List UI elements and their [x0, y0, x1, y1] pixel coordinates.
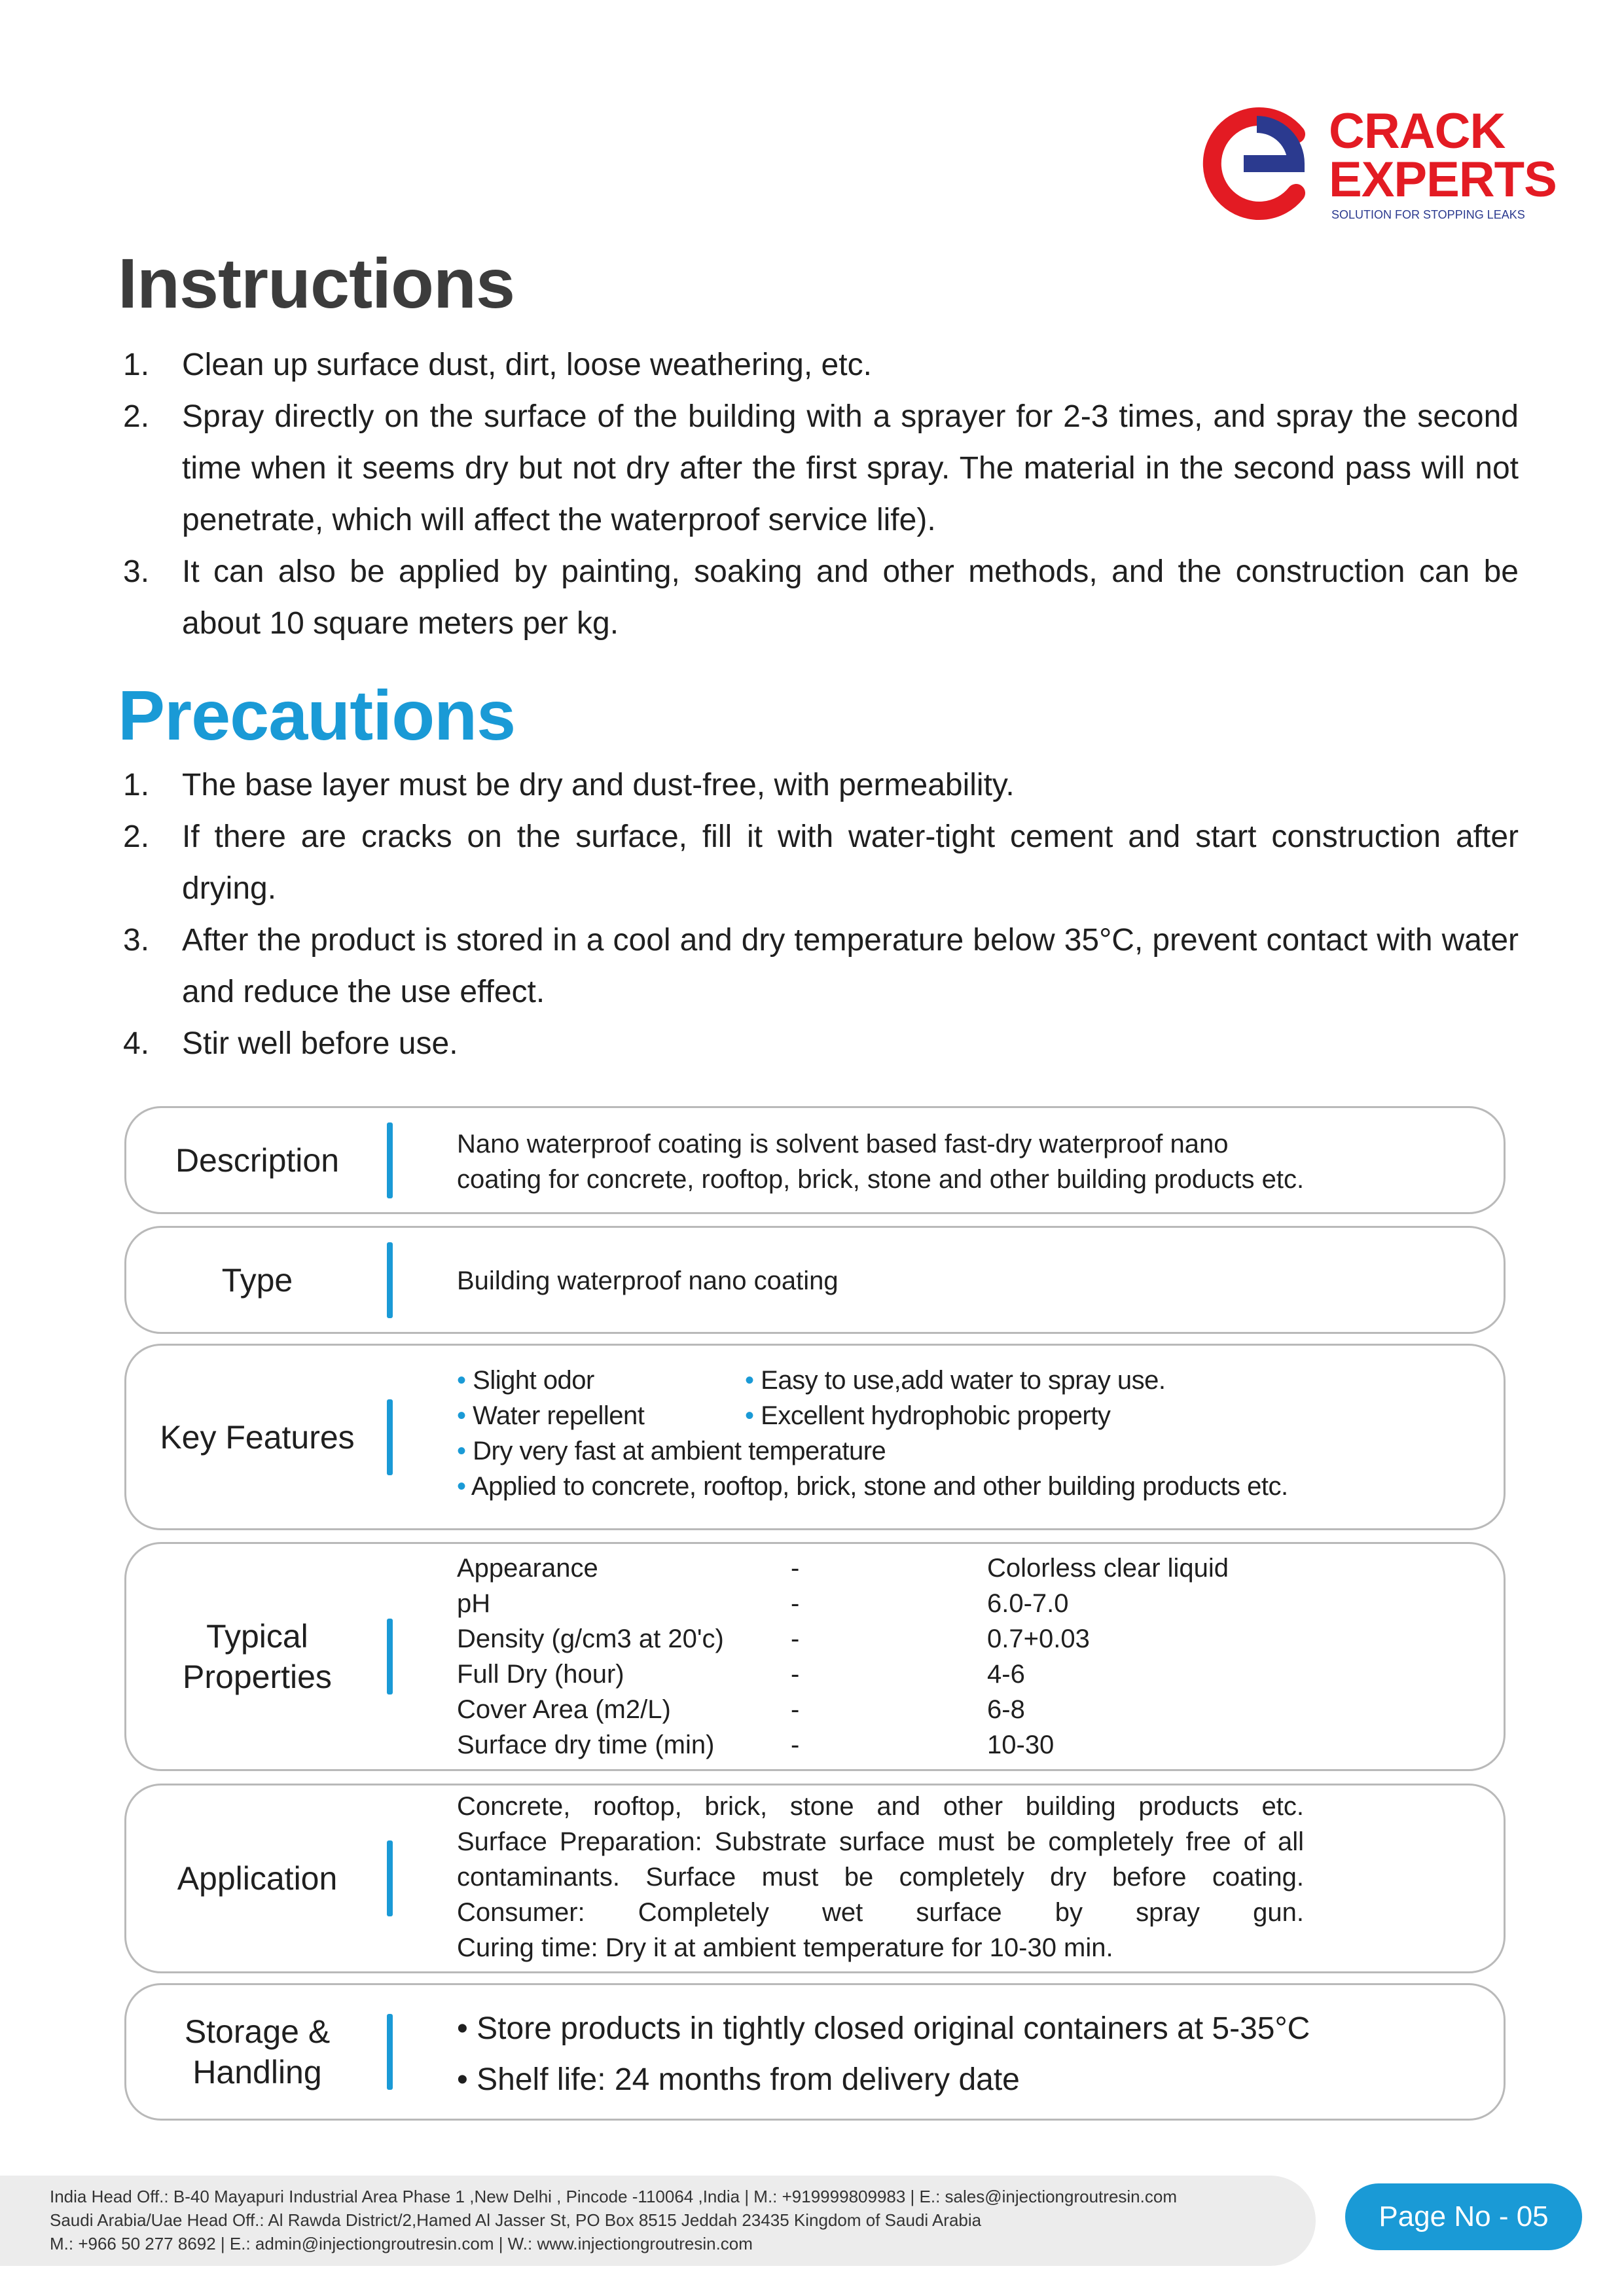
logo-line-experts: EXPERTS — [1329, 152, 1557, 207]
storage-item: • Store products in tightly closed original containers at 5-35°C — [457, 2011, 1310, 2046]
logo-wordmark — [1329, 103, 1557, 207]
storage-item: • Shelf life: 24 months from delivery date — [457, 2062, 1020, 2097]
property-value: 6.0-7.0 — [987, 1589, 1069, 1618]
item-text: After the product is stored in a cool and dry temperature below 35°C, prevent contact with water and reduce the use effect. — [182, 923, 1519, 1009]
item-text: Spray directly on the surface of the building with a sprayer for 2-3 times, and spray the second time when it seems dry but not dry after the first spray. The material in the second pass will not penetrate, which will affect the waterproof service life). — [182, 399, 1519, 537]
footer-line: M.: +966 50 277 8692 | E.: admin@injectiongroutresin.com | W.: www.injectiongroutresin.com — [50, 2234, 753, 2253]
table-row — [457, 1727, 1307, 1763]
feature-item — [457, 1363, 745, 1398]
item-number: 2. — [123, 819, 150, 854]
item-text: Stir well before use. — [182, 1026, 458, 1061]
list-item — [118, 339, 1519, 391]
logo-line-crack: CRACK — [1329, 103, 1506, 159]
bullet-icon: • — [745, 1401, 754, 1430]
spec-label-line: Properties — [183, 1659, 332, 1695]
property-name: Full Dry (hour) — [457, 1660, 624, 1689]
page-number-badge: Page No - 05 — [1345, 2183, 1582, 2250]
application-line: Concrete, rooftop, brick, stone and other building products etc. — [457, 1792, 1304, 1821]
spec-label-line: Handling — [192, 2054, 322, 2090]
feature-item — [745, 1363, 1166, 1398]
spec-value: Building waterproof nano coating — [457, 1266, 839, 1295]
spec-label: Application — [177, 1860, 338, 1897]
table-row — [457, 1586, 1307, 1621]
feature-item — [457, 1398, 745, 1433]
application-line: Curing time: Dry it at ambient temperature for 10-30 min. — [457, 1933, 1113, 1962]
item-number: 2. — [123, 399, 150, 434]
spec-value: Nano waterproof coating is solvent based fast-dry waterproof nano coating for concrete, rooftop, brick, stone and other building products etc. — [457, 1130, 1305, 1194]
list-item — [118, 759, 1519, 811]
crack-experts-logo-icon — [1198, 105, 1316, 223]
spec-box-description — [124, 1106, 1506, 1214]
spec-divider — [387, 1840, 393, 1916]
property-name: Appearance — [457, 1554, 598, 1583]
spec-label: Key Features — [160, 1418, 355, 1456]
spec-divider — [387, 1399, 393, 1475]
item-number: 1. — [123, 768, 150, 802]
item-text: If there are cracks on the surface, fill it with water-tight cement and start construction after drying. — [182, 819, 1519, 906]
list-item — [118, 546, 1519, 649]
application-line: Surface Preparation: Substrate surface must be completely free of all — [457, 1827, 1304, 1856]
item-number: 4. — [123, 1026, 150, 1061]
feature-item — [457, 1469, 1307, 1504]
spec-label-line: Typical — [206, 1618, 308, 1655]
application-text — [457, 1789, 1304, 1965]
list-item — [118, 391, 1519, 546]
item-number: 1. — [123, 348, 150, 382]
item-number: 3. — [123, 554, 150, 589]
application-line: Consumer: Completely wet surface by spray gun. — [457, 1898, 1304, 1927]
spec-box-typical-properties — [124, 1542, 1506, 1771]
spec-label — [126, 1544, 388, 1769]
property-separator: - — [791, 1589, 800, 1618]
property-name: pH — [457, 1589, 491, 1618]
bullet-icon: • — [457, 1401, 466, 1430]
table-row — [457, 1551, 1307, 1586]
spec-divider — [387, 1619, 393, 1695]
feature-item — [745, 1398, 1110, 1433]
bullet-icon: • — [457, 1472, 466, 1501]
storage-list — [457, 2003, 1438, 2106]
bullet-icon: • — [457, 1437, 466, 1465]
property-name: Surface dry time (min) — [457, 1731, 715, 1759]
property-separator: - — [791, 1554, 800, 1583]
footer-contact — [50, 2185, 1177, 2255]
bullet-icon: • — [457, 1366, 466, 1395]
feature-text: Excellent hydrophobic property — [761, 1401, 1111, 1430]
spec-divider — [387, 2014, 393, 2090]
item-text: It can also be applied by painting, soaking and other methods, and the construction can be about 10 square meters per kg. — [182, 554, 1519, 641]
bullet-icon: • — [745, 1366, 754, 1395]
feature-text: Easy to use,add water to spray use. — [761, 1366, 1166, 1395]
spec-box-application — [124, 1784, 1506, 1973]
feature-item — [457, 1433, 1307, 1469]
spec-label: Description — [175, 1141, 340, 1179]
property-name: Density (g/cm3 at 20'c) — [457, 1624, 724, 1653]
application-line: contaminants. Surface must be completely dry before coating. — [457, 1863, 1304, 1892]
instructions-heading: Instructions — [118, 243, 515, 323]
feature-list — [457, 1363, 1307, 1504]
footer-line: India Head Off.: B-40 Mayapuri Industrial Area Phase 1 ,New Delhi , Pincode -110064 ,India | M.: +919999809983 | E.: sales@injectiongroutresin.com — [50, 2187, 1177, 2206]
property-value: 0.7+0.03 — [987, 1624, 1090, 1653]
list-item — [118, 914, 1519, 1018]
feature-row — [457, 1363, 1307, 1398]
feature-text: Applied to concrete, rooftop, brick, stone and other building products etc. — [471, 1472, 1288, 1501]
feature-text: Dry very fast at ambient temperature — [473, 1437, 886, 1465]
item-text: Clean up surface dust, dirt, loose weathering, etc. — [182, 348, 872, 382]
footer-line: Saudi Arabia/Uae Head Off.: Al Rawda District/2,Hamed Al Jasser St, PO Box 8515 Jeddah 23435 Kingdom of Saudi Arabia — [50, 2210, 982, 2230]
property-name: Cover Area (m2/L) — [457, 1695, 671, 1724]
spec-label — [126, 1985, 388, 2119]
feature-text: Water repellent — [473, 1401, 645, 1430]
table-row — [457, 1692, 1307, 1727]
property-value: 10-30 — [987, 1731, 1055, 1759]
item-text: The base layer must be dry and dust-free, with permeability. — [182, 768, 1015, 802]
feature-row — [457, 1398, 1307, 1433]
spec-divider — [387, 1242, 393, 1318]
spec-label-line: Storage & — [184, 2013, 331, 2050]
item-number: 3. — [123, 923, 150, 958]
property-separator: - — [791, 1695, 800, 1724]
property-separator: - — [791, 1624, 800, 1653]
logo-tagline: SOLUTION FOR STOPPING LEAKS — [1331, 208, 1525, 221]
list-item — [118, 811, 1519, 914]
spec-divider — [387, 1122, 393, 1198]
property-separator: - — [791, 1731, 800, 1759]
table-row — [457, 1657, 1307, 1692]
company-logo — [1198, 103, 1557, 223]
spec-box-type — [124, 1226, 1506, 1334]
properties-table — [457, 1551, 1307, 1763]
feature-text: Slight odor — [473, 1366, 594, 1395]
spec-label: Type — [221, 1261, 293, 1299]
precautions-heading: Precautions — [118, 675, 516, 755]
property-value: Colorless clear liquid — [987, 1554, 1229, 1583]
spec-box-key-features — [124, 1344, 1506, 1530]
property-value: 4-6 — [987, 1660, 1025, 1689]
property-separator: - — [791, 1660, 800, 1689]
spec-box-storage-handling — [124, 1983, 1506, 2121]
table-row — [457, 1621, 1307, 1657]
property-value: 6-8 — [987, 1695, 1025, 1724]
precautions-list — [118, 759, 1519, 1069]
list-item — [118, 1018, 1519, 1069]
instructions-list — [118, 339, 1519, 649]
